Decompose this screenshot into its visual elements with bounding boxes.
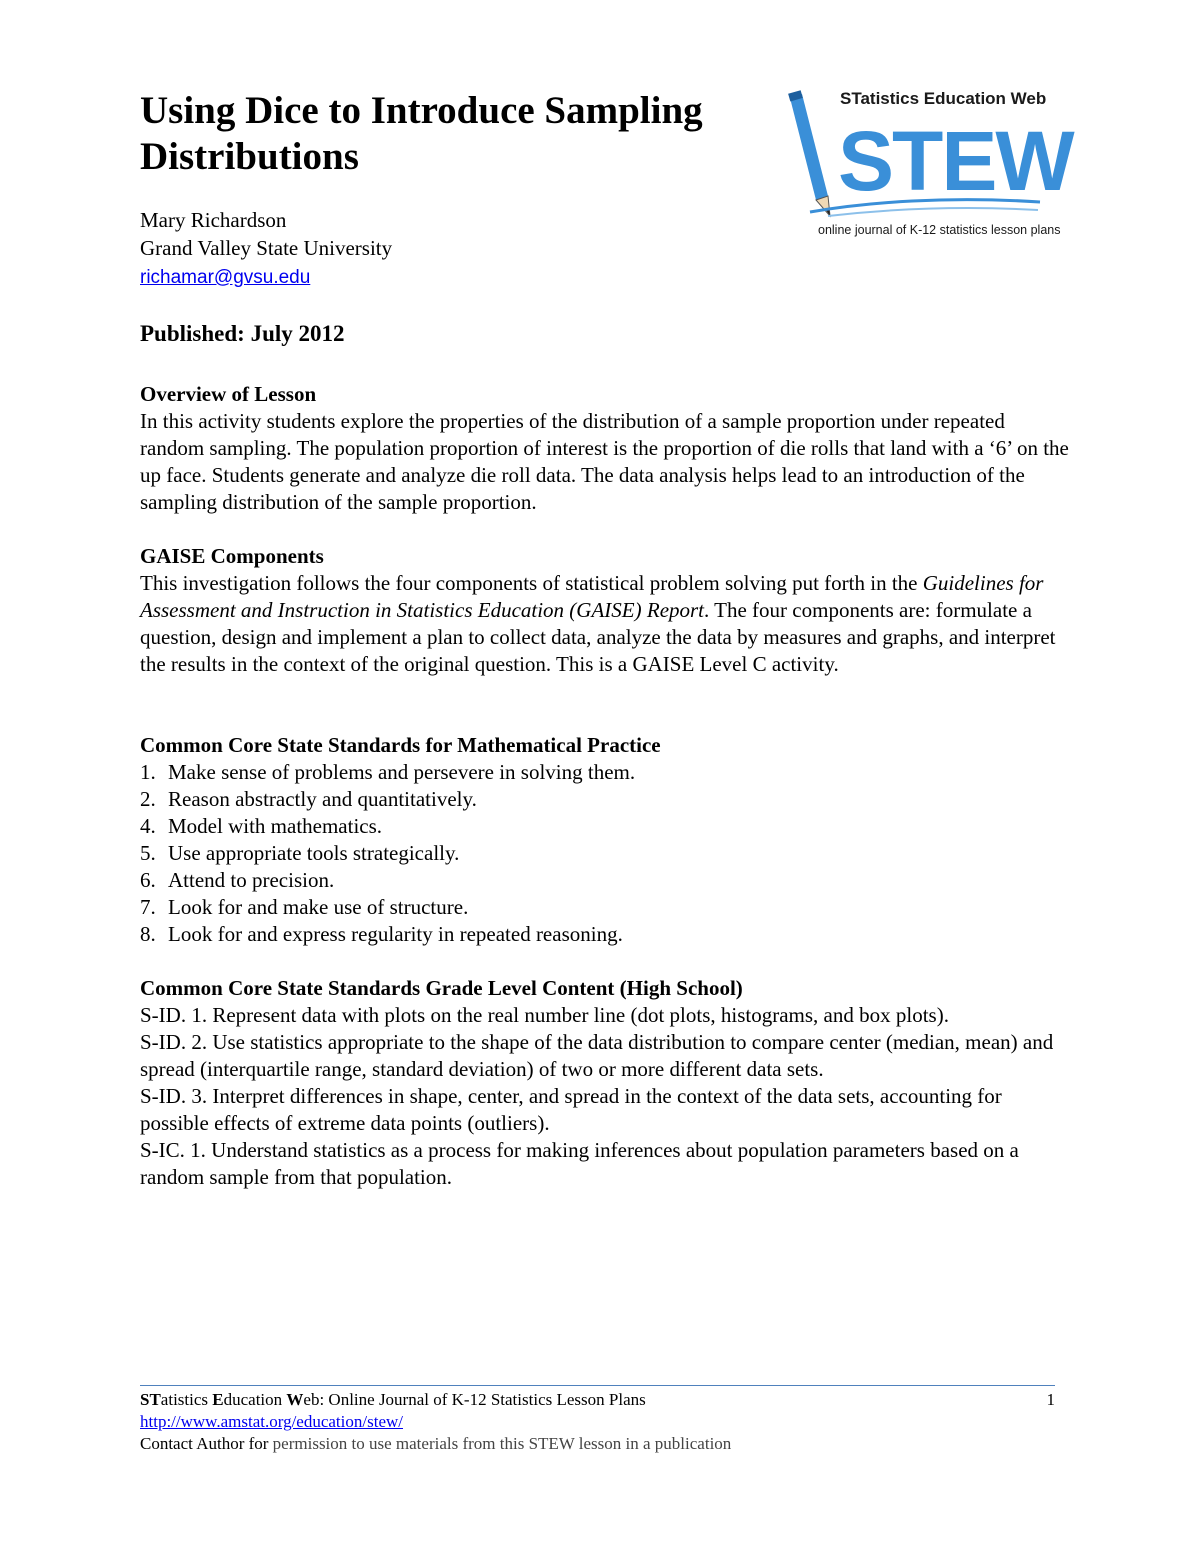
logo-wordmark: STEW: [838, 114, 1073, 208]
footer-divider: [140, 1385, 1055, 1386]
page-footer: [140, 1389, 1055, 1455]
footer-contact: Contact Author for permission to use materials from this STEW lesson in a publication: [140, 1434, 732, 1453]
document-title: Using Dice to Introduce Sampling Distributions: [140, 89, 703, 178]
list-item: 7. Look for and make use of structure.: [140, 895, 469, 919]
list-item: 8. Look for and express regularity in repeated reasoning.: [140, 922, 623, 946]
list-item: 1. Make sense of problems and persevere in solving them.: [140, 760, 636, 784]
gaise-section: [140, 543, 1070, 678]
stew-logo: [788, 84, 1073, 240]
practice-heading: Common Core State Standards for Mathematical Practice: [140, 733, 661, 757]
author-affiliation: Grand Valley State University: [140, 236, 393, 260]
footer-url-link[interactable]: http://www.amstat.org/education/stew/: [140, 1412, 403, 1431]
author-block: [140, 206, 392, 292]
overview-section: [140, 381, 1070, 516]
gaise-report-title: Guidelines for Assessment and Instruction in Statistics Education (GAISE) Report: [140, 571, 1044, 622]
logo-tagline: online journal of K-12 statistics lesson plans: [818, 223, 1061, 237]
overview-text: In this activity students explore the properties of the distribution of a sample proportion under repeated random sampling. The population proportion of interest is the proportion of die rolls that land with a ‘6’ on the up face. Students generate and analyze die roll data. The data analysis helps lead to an introduction of the sampling distribution of the sample proportion.: [140, 409, 1069, 514]
standard-item: S-ID. 3. Interpret differences in shape, center, and spread in the context of the data sets, accounting for possible effects of extreme data points (outliers).: [140, 1084, 1002, 1135]
standard-item: S-IC. 1. Understand statistics as a process for making inferences about population parameters based on a random sample from that population.: [140, 1138, 1019, 1189]
list-item: 2. Reason abstractly and quantitatively.: [140, 787, 477, 811]
published-date: Published: July 2012: [140, 321, 345, 346]
list-item: 5. Use appropriate tools strategically.: [140, 841, 460, 865]
footer-journal: STatistics Education Web: Online Journal of K-12 Statistics Lesson Plans: [140, 1390, 646, 1409]
content-heading: Common Core State Standards Grade Level Content (High School): [140, 976, 743, 1000]
pencil-icon: [788, 90, 830, 216]
standard-item: S-ID. 1. Represent data with plots on the real number line (dot plots, histograms, and box plots).: [140, 1003, 949, 1027]
logo-top-text: STatistics Education Web: [840, 89, 1047, 108]
list-item: 6. Attend to precision.: [140, 868, 335, 892]
gaise-text: This investigation follows the four components of statistical problem solving put forth in the Guidelines for Assessment and Instruction in Statistics Education (GAISE) Report. The four components are: formulate a question, design and implement a plan to collect data, analyze the data by measures and graphs, and interpret the results in the context of the original question. This is a GAISE Level C activity.: [140, 571, 1056, 676]
list-item: 4. Model with mathematics.: [140, 814, 383, 838]
gaise-heading: GAISE Components: [140, 544, 324, 568]
standard-item: S-ID. 2. Use statistics appropriate to the shape of the data distribution to compare center (median, mean) and spread (interquartile range, standard deviation) of two or more different data sets.: [140, 1030, 1054, 1081]
author-email-link[interactable]: richamar@gvsu.edu: [140, 267, 311, 288]
overview-heading: Overview of Lesson: [140, 382, 317, 406]
practice-list: [140, 759, 1070, 948]
page-number: 1: [1046, 1390, 1055, 1409]
practice-section: [140, 732, 1070, 948]
content-section: [140, 975, 1070, 1191]
author-name: Mary Richardson: [140, 208, 287, 232]
